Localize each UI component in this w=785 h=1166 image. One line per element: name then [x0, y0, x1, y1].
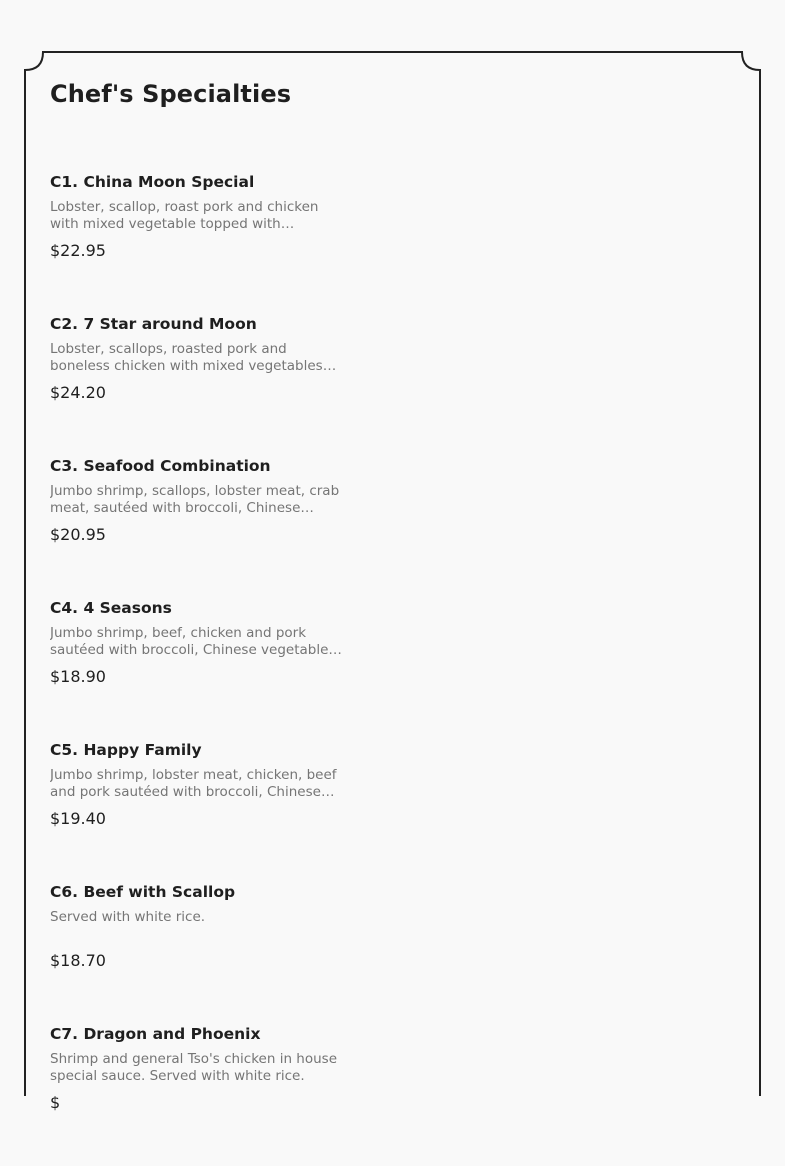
item-description: Jumbo shrimp, beef, chicken and pork sautéed with broccoli, Chinese vegetable… [50, 625, 342, 658]
menu-item[interactable] [50, 314, 360, 456]
item-name: C5. Happy Family [50, 741, 202, 759]
item-price: $18.70 [50, 951, 106, 970]
section-title: Chef's Specialties [50, 80, 292, 108]
item-price: $22.95 [50, 241, 106, 260]
menu-item-list [50, 172, 360, 1166]
item-description: Served with white rice. [50, 909, 206, 925]
menu-item[interactable] [50, 172, 360, 314]
item-description: Lobster, scallop, roast pork and chicken with mixed vegetable topped with… [50, 199, 319, 232]
menu-item[interactable] [50, 740, 360, 882]
item-price: $19.40 [50, 809, 106, 828]
menu-item[interactable] [50, 1024, 360, 1166]
item-price: $ [50, 1093, 61, 1112]
item-description: Shrimp and general Tso's chicken in house special sauce. Served with white rice. [50, 1051, 338, 1084]
item-price: $24.20 [50, 383, 106, 402]
item-price: $20.95 [50, 525, 106, 544]
menu-item[interactable] [50, 882, 360, 1024]
item-price: $18.90 [50, 667, 106, 686]
item-name: C7. Dragon and Phoenix [50, 1025, 261, 1043]
item-description: Jumbo shrimp, lobster meat, chicken, beef and pork sautéed with broccoli, Chinese… [50, 767, 337, 800]
item-name: C4. 4 Seasons [50, 599, 172, 617]
item-name: C2. 7 Star around Moon [50, 315, 257, 333]
menu-item[interactable] [50, 456, 360, 598]
item-name: C1. China Moon Special [50, 173, 255, 191]
item-name: C6. Beef with Scallop [50, 883, 236, 901]
item-name: C3. Seafood Combination [50, 457, 271, 475]
menu-item[interactable] [50, 598, 360, 740]
item-description: Lobster, scallops, roasted pork and boneless chicken with mixed vegetables… [50, 341, 337, 374]
item-description: Jumbo shrimp, scallops, lobster meat, crab meat, sautéed with broccoli, Chinese… [50, 483, 340, 516]
